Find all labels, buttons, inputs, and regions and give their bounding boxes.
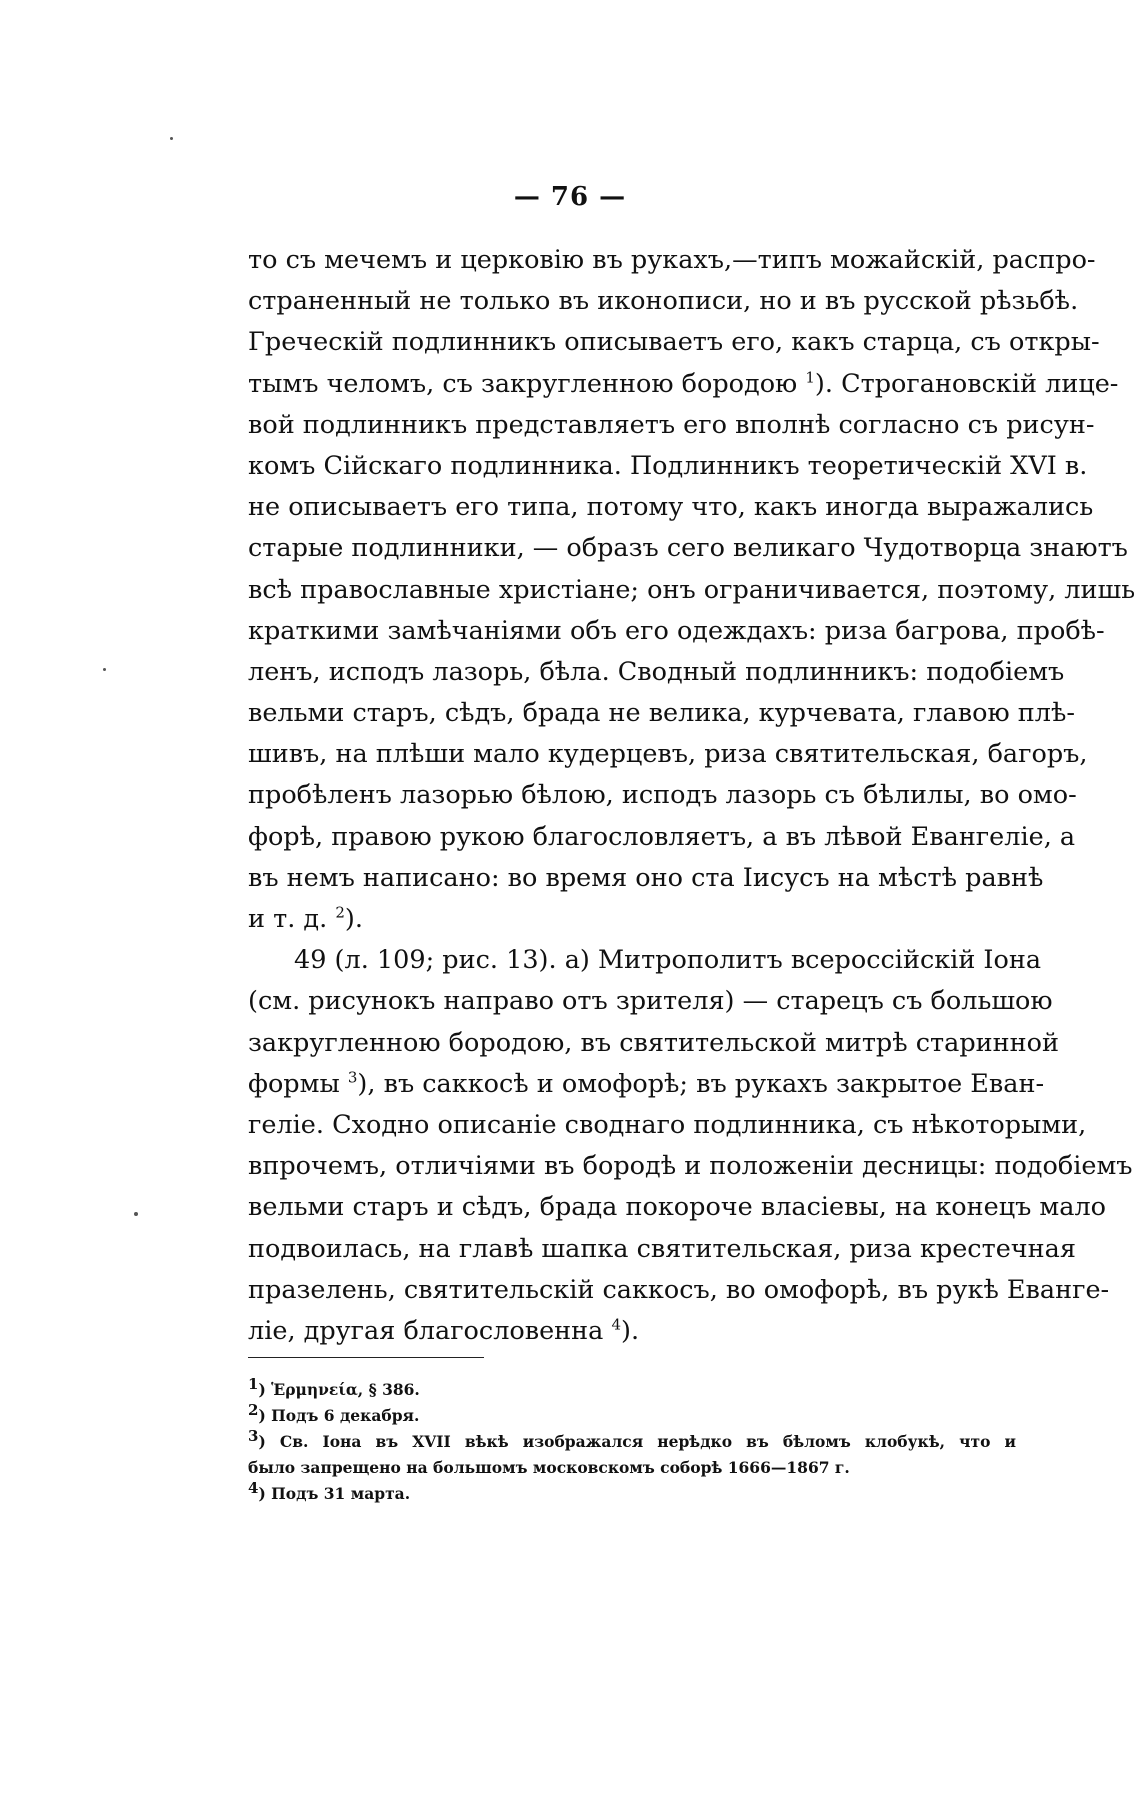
- text-line: пробѣленъ лазорью бѣлою, исподъ лазорь съ бѣлилы, во омо-: [248, 780, 1077, 811]
- text-line: шивъ, на плѣши мало кудерцевъ, риза святительская, багоръ,: [248, 739, 1088, 770]
- scan-speck: [103, 668, 106, 671]
- text-line: вельми старъ и сѣдъ, брада покороче власіевы, на конецъ мало: [248, 1192, 1107, 1223]
- footnote-mark: 2: [248, 1400, 259, 1419]
- footnote-text: ) Ἑρμηνεία, § 386.: [258, 1380, 420, 1399]
- footnote-continuation: [248, 1455, 1016, 1481]
- footnote-divider: [248, 1357, 484, 1358]
- text-line: вой подлинникъ представляетъ его вполнѣ согласно съ рисун-: [248, 409, 1095, 440]
- text-line: 49 (л. 109; рис. 13). а) Митрополитъ всероссійскій Іона: [294, 945, 1042, 976]
- footnotes: [248, 1374, 1016, 1507]
- text-line: всѣ православные христіане; онъ ограничивается, поэтому, лишь: [248, 574, 1136, 605]
- text-line: не описываетъ его типа, потому что, какъ иногда выражались: [248, 492, 1094, 523]
- scan-speck: [170, 137, 173, 140]
- text-line: геліе. Сходно описаніе своднаго подлинника, съ нѣкоторыми,: [248, 1109, 1087, 1140]
- body-text: [248, 240, 1136, 1352]
- text-fragment: ), въ саккосѣ и омофорѣ; въ рукахъ закрытое Еван-: [357, 1068, 1045, 1099]
- text-fragment: ліе, другая благословенна: [248, 1315, 604, 1346]
- text-fragment: формы: [248, 1068, 340, 1099]
- scan-speck: [134, 1212, 138, 1216]
- text-line: комъ Сійскаго подлинника. Подлинникъ теоретическій XVI в.: [248, 450, 1088, 481]
- text-line: страненный не только въ иконописи, но и въ русской рѣзьбѣ.: [248, 286, 1079, 317]
- text-fragment: ).: [344, 904, 363, 934]
- text-line: закругленною бородою, въ святительской митрѣ старинной: [248, 1027, 1059, 1058]
- text-fragment: тымъ челомъ, съ закругленною бородою: [248, 368, 798, 399]
- footnote: [248, 1374, 1016, 1403]
- text-line: [248, 899, 1016, 940]
- text-line: [248, 1064, 1045, 1105]
- footnote-mark: 4: [248, 1478, 259, 1497]
- footnote-text: было запрещено на большомъ московскомъ соборѣ 1666—1867 г.: [248, 1458, 850, 1477]
- footnote: [248, 1478, 1016, 1507]
- text-line: въ немъ написано: во время оно ста Іисусъ на мѣстѣ равнѣ: [248, 862, 1044, 893]
- footnote-mark: 3: [248, 1426, 259, 1445]
- text-line: подвоилась, на главѣ шапка святительская, риза крестечная: [248, 1233, 1076, 1264]
- footnote-text: ) Св. Іона въ XVII вѣкѣ изображался нерѣдко въ бѣломъ клобукѣ, что и: [258, 1432, 1016, 1451]
- text-line: вельми старъ, сѣдъ, брада не велика, курчевата, главою плѣ-: [248, 698, 1075, 729]
- text-line: Греческій подлинникъ описываетъ его, какъ старца, съ откры-: [248, 327, 1100, 358]
- footnote-ref: 4: [611, 1315, 622, 1334]
- text-line: ленъ, исподъ лазорь, бѣла. Сводный подлинникъ: подобіемъ: [248, 656, 1065, 687]
- text-line: празелень, святительскій саккосъ, во омофорѣ, въ рукѣ Еванге-: [248, 1274, 1110, 1305]
- footnote-text: ) Подъ 6 декабря.: [258, 1406, 420, 1425]
- footnote-ref: 1: [805, 368, 815, 387]
- text-line: [248, 1311, 1016, 1352]
- text-fragment: ). Строгановскій лице-: [814, 368, 1119, 399]
- text-line: краткими замѣчаніями объ его одеждахъ: риза багрова, пробѣ-: [248, 615, 1105, 646]
- footnote-ref: 3: [347, 1068, 358, 1087]
- text-line: старые подлинники, — образъ сего великаго Чудотворца знаютъ: [248, 533, 1128, 564]
- text-line: [248, 364, 1119, 405]
- footnote: [248, 1426, 1016, 1455]
- text-line: форѣ, правою рукою благословляетъ, а въ лѣвой Евангеліе, а: [248, 821, 1076, 852]
- text-line: (см. рисунокъ направо отъ зрителя) — старецъ съ большою: [248, 986, 1053, 1017]
- page-number: — 76 —: [513, 182, 627, 212]
- footnote-text: ) Подъ 31 марта.: [258, 1484, 411, 1503]
- footnote-ref: 2: [335, 903, 345, 922]
- text-fragment: и т. д.: [248, 904, 328, 934]
- footnote-mark: 1: [248, 1374, 259, 1393]
- footnote: [248, 1400, 1016, 1429]
- text-line: то съ мечемъ и церковію въ рукахъ,—типъ можайскій, распро-: [248, 245, 1096, 275]
- text-fragment: ).: [621, 1315, 640, 1346]
- text-line: впрочемъ, отличіями въ бородѣ и положеніи десницы: подобіемъ: [248, 1151, 1133, 1182]
